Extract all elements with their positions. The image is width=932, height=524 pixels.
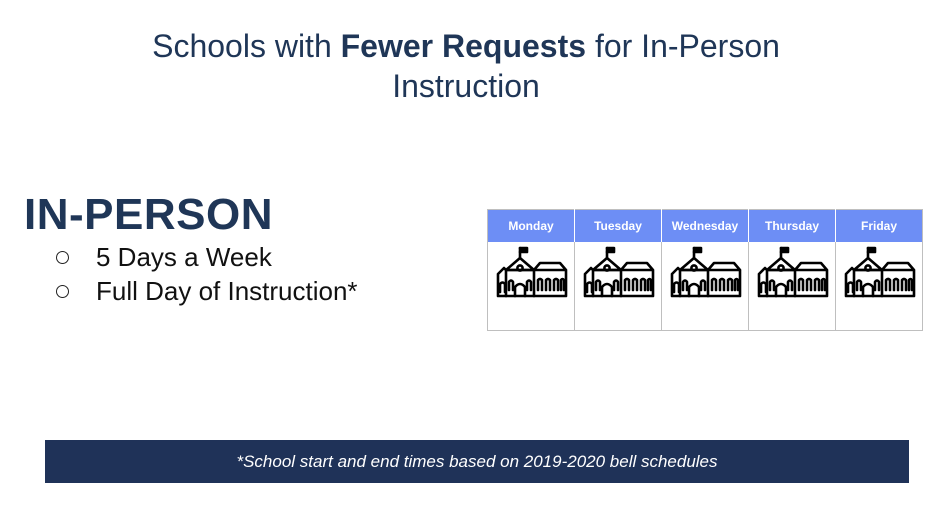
day-header-friday: Friday bbox=[836, 210, 923, 243]
bullet-circle-icon bbox=[56, 285, 69, 298]
day-header-wednesday: Wednesday bbox=[662, 210, 749, 243]
day-cell bbox=[836, 242, 923, 331]
school-building-icon bbox=[836, 246, 922, 300]
day-header-thursday: Thursday bbox=[749, 210, 836, 243]
title-bold: Fewer Requests bbox=[340, 28, 587, 64]
school-building-icon bbox=[662, 246, 748, 300]
day-cell bbox=[749, 242, 836, 331]
title-prefix: Schools with bbox=[152, 28, 341, 64]
day-header-monday: Monday bbox=[488, 210, 575, 243]
school-building-icon bbox=[488, 246, 574, 300]
in-person-heading: IN-PERSON bbox=[24, 190, 273, 239]
bullet-text: Full Day of Instruction* bbox=[96, 276, 358, 306]
bullet-text: 5 Days a Week bbox=[96, 242, 272, 272]
title-suffix: for In-Person bbox=[586, 28, 780, 64]
schedule-header-row bbox=[488, 210, 923, 243]
bullet-item bbox=[56, 274, 358, 308]
bullet-list bbox=[56, 240, 358, 308]
day-header-tuesday: Tuesday bbox=[575, 210, 662, 243]
day-cell bbox=[575, 242, 662, 331]
bullet-item bbox=[56, 240, 358, 274]
bullet-circle-icon bbox=[56, 251, 69, 264]
title-line2: Instruction bbox=[392, 68, 540, 104]
footer-note: *School start and end times based on 2019-2020 bell schedules bbox=[236, 451, 718, 471]
footer-banner bbox=[45, 440, 909, 483]
school-building-icon bbox=[575, 246, 661, 300]
schedule-icon-row bbox=[488, 242, 923, 331]
slide-title bbox=[40, 26, 892, 106]
day-cell bbox=[488, 242, 575, 331]
school-building-icon bbox=[749, 246, 835, 300]
weekly-schedule-table bbox=[487, 209, 923, 331]
day-cell bbox=[662, 242, 749, 331]
